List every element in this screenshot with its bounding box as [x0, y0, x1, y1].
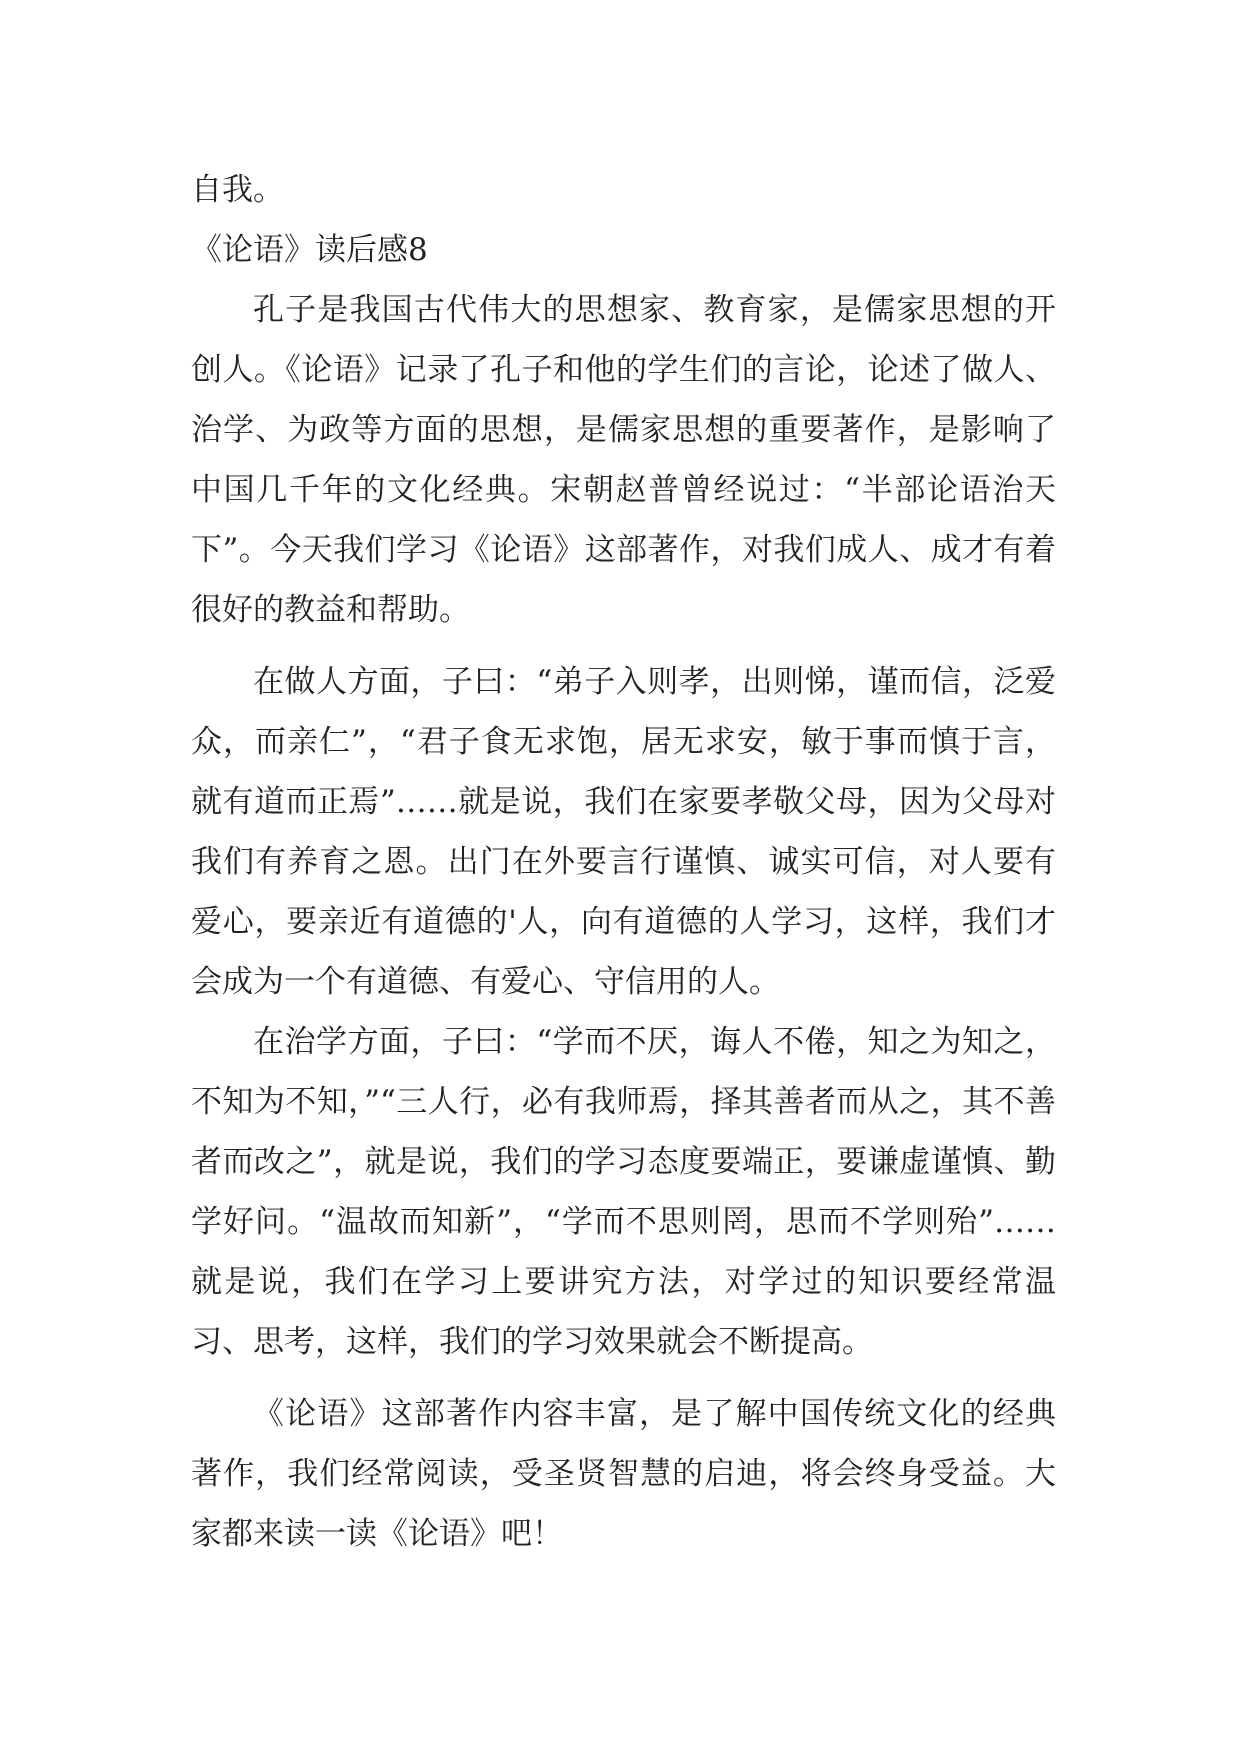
paragraph-learning: 在治学方面，子曰：“学而不厌，诲人不倦，知之为知之，不知为不知，”“三人行，必有我师焉，择其善者而从之，其不善者而改之”，就是说，我们的学习态度要端正，要谦虚谨慎、勤学好问。“温故而知新”，“学而不思则罔，思而不学则殆”……就是说，我们在学习上要讲究方法，对学过的知识要经常温习、思考，这样，我们的学习效果就会不断提高。 [191, 1024, 1056, 1360]
paragraph-intro: 孔子是我国古代伟大的思想家、教育家，是儒家思想的开创人。《论语》记录了孔子和他的学生们的言论，论述了做人、治学、为政等方面的思想，是儒家思想的重要著作，是影响了中国几千年的文化经典。宋朝赵普曾经说过：“半部论语治天下”。今天我们学习《论语》这部著作，对我们成人、成才有着很好的教益和帮助。 [191, 292, 1056, 628]
paragraph-conclusion: 《论语》这部著作内容丰富，是了解中国传统文化的经典著作，我们经常阅读，受圣贤智慧的启迪，将会终身受益。大家都来读一读《论语》吧！ [191, 1396, 1056, 1552]
document-page [191, 160, 1056, 1564]
essay-heading: 《论语》读后感8 [191, 232, 428, 268]
lead-line: 自我。 [191, 172, 284, 208]
paragraph-conduct: 在做人方面，子曰：“弟子入则孝，出则悌，谨而信，泛爱众，而亲仁”，“君子食无求饱，居无求安，敏于事而慎于言，就有道而正焉”……就是说，我们在家要孝敬父母，因为父母对我们有养育之恩。出门在外要言行谨慎、诚实可信，对人要有爱心，要亲近有道德的'人，向有道德的人学习，这样，我们才会成为一个有道德、有爱心、守信用的人。 [191, 664, 1056, 1000]
